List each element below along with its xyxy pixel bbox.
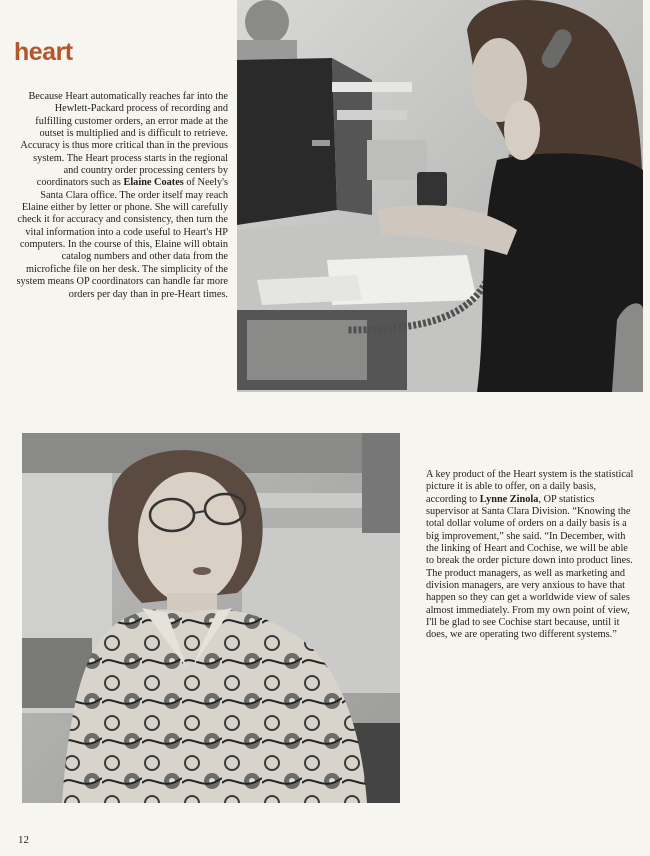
person-name: Lynne Zinola: [479, 493, 539, 505]
page-number: 12: [18, 834, 29, 846]
article-column-right: [426, 469, 638, 642]
photo-woman-on-phone: [237, 0, 643, 392]
photo-woman-portrait: [22, 433, 400, 803]
paragraph-lynne: [426, 469, 638, 642]
person-name: Elaine Coates: [123, 177, 184, 189]
text-part: Because Heart automatically reaches far into the Hewlett-Packard process of recording and fulfilling customer orders, an error made at the outset is multiplied and is difficult to retrieve. Accuracy is thus more critical than in the previous system. The Heart process starts in the regional and country order processing centers by coordinators such as: [20, 91, 228, 189]
text-part: of Neely's Santa Clara office. The order itself may reach Elaine either by letter or phone. She will carefully check it for accuracy and consistency, then turn the vital information into a code useful to Heart's HP computers. In the course of this, Elaine will obtain catalog numbers and other data from the microfiche file on her desk. The simplicity of the system means OP coordinators can handle far more orders per day than in pre-Heart times.: [16, 177, 228, 300]
article-column-left: [16, 91, 228, 301]
text-part: A key product of the Heart system is the statistical picture it is able to offer, on a daily basis, according to: [426, 469, 634, 505]
paragraph-elaine: [16, 91, 228, 301]
text-part: , OP statistics supervisor at Santa Clara Division. “Knowing the total dollar volume of orders on a daily basis is a big improvement,” she said. “In December, with the linking of Heart and Cochise, we will be able to break the order picture down into product lines. The product managers, as well as marketing and division managers, are very anxious to have that happen so they can get a worldwide view of sales almost immediately. From my own point of view, I'll be glad to see Cochise start because, until it does, we are operating two different systems.”: [426, 493, 633, 641]
section-heading: heart: [14, 38, 73, 66]
